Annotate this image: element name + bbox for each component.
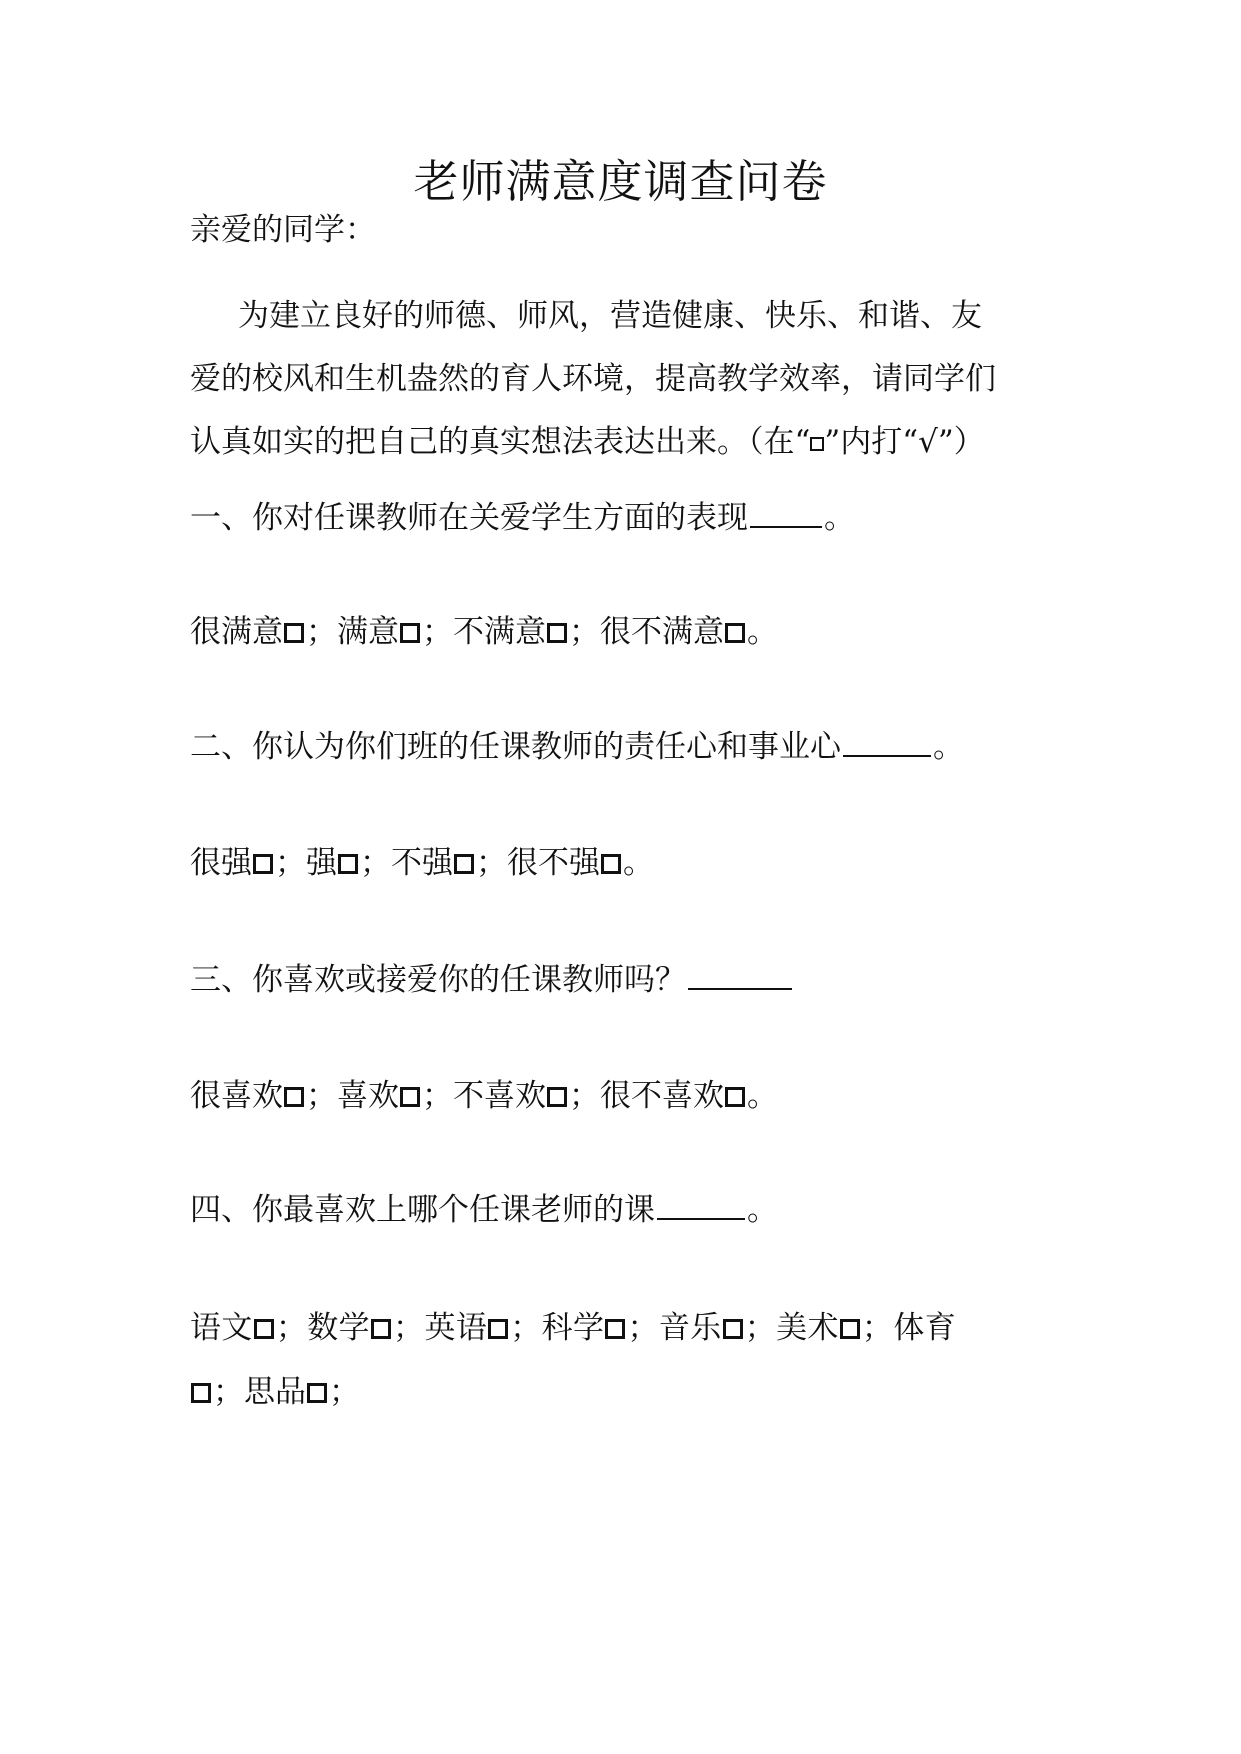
question-4-answer-blank[interactable]: [657, 1188, 745, 1220]
question-4-suffix: 。: [747, 1192, 778, 1228]
option-label: 强: [306, 845, 337, 881]
separator: ；: [627, 1310, 659, 1346]
option-label: 很不强: [507, 845, 600, 881]
option-label: 不强: [391, 845, 453, 881]
option-label: 满意: [337, 614, 399, 650]
separator: ；: [422, 1078, 453, 1114]
option-checkbox[interactable]: [371, 1319, 391, 1339]
question-2-answer-blank[interactable]: [843, 725, 931, 757]
intro-line-2: 爱的校风和生机盎然的育人环境，提高教学效率，请同学们: [190, 361, 996, 397]
intro-line-3: [190, 411, 1060, 474]
intro-line-1: 为建立良好的师德、师风，营造健康、快乐、和谐、友: [238, 298, 982, 334]
option-label: 很不满意: [600, 614, 724, 650]
option-checkbox[interactable]: [400, 623, 420, 643]
question-4-options-row-1: [190, 1303, 1060, 1353]
option-checkbox[interactable]: [254, 1319, 274, 1339]
separator: ；: [569, 614, 600, 650]
option-checkbox[interactable]: [601, 854, 621, 874]
option-checkbox[interactable]: [284, 623, 304, 643]
question-2-text: 二、你认为你们班的任课教师的责任心和事业心: [190, 729, 841, 765]
separator: ；: [306, 1078, 337, 1114]
option-checkbox[interactable]: [605, 1319, 625, 1339]
option-label: 语文: [190, 1310, 253, 1346]
option-label: 思品: [244, 1374, 306, 1410]
separator: ；: [213, 1374, 244, 1410]
option-checkbox[interactable]: [338, 854, 358, 874]
option-label: 英语: [424, 1310, 488, 1346]
option-checkbox[interactable]: [253, 854, 273, 874]
option-label: 很满意: [190, 614, 283, 650]
option-checkbox[interactable]: [307, 1383, 327, 1403]
options-end: 。: [623, 845, 654, 881]
question-4-text: 四、你最喜欢上哪个任课老师的课: [190, 1192, 655, 1228]
option-label: 体育: [893, 1310, 957, 1346]
question-1: [190, 493, 1060, 543]
separator: ；: [422, 614, 453, 650]
separator: ；: [360, 845, 391, 881]
question-2-options: [190, 838, 1060, 888]
question-3: [190, 955, 1060, 1005]
separator: ；: [861, 1310, 894, 1346]
options-end: 。: [747, 614, 778, 650]
greeting: 亲爱的同学：: [190, 212, 376, 248]
separator: ；: [306, 614, 337, 650]
option-checkbox[interactable]: [547, 1087, 567, 1107]
option-label: 很不喜欢: [600, 1078, 724, 1114]
separator: ；: [569, 1078, 600, 1114]
separator: ；: [744, 1310, 777, 1346]
option-checkbox[interactable]: [488, 1319, 508, 1339]
options-end: ；: [329, 1374, 360, 1410]
checkmark-symbol: √: [918, 424, 938, 460]
option-label: 很强: [190, 845, 252, 881]
option-checkbox[interactable]: [725, 623, 745, 643]
option-checkbox[interactable]: [547, 623, 567, 643]
intro-line-3-prefix: 认真如实的把自己的真实想法表达出来。（在“: [190, 424, 811, 460]
question-3-options: [190, 1071, 1060, 1121]
option-label: 数学: [307, 1310, 371, 1346]
separator: ；: [275, 1310, 308, 1346]
separator: ；: [393, 1310, 425, 1346]
option-label: 美术: [776, 1310, 839, 1346]
intro-paragraph: [190, 285, 1060, 474]
separator: ；: [510, 1310, 542, 1346]
option-checkbox[interactable]: [723, 1319, 743, 1339]
option-checkbox[interactable]: [191, 1383, 211, 1403]
option-label: 不喜欢: [453, 1078, 546, 1114]
question-1-suffix: 。: [824, 500, 855, 536]
question-1-options: [190, 607, 1060, 657]
question-1-text: 一、你对任课教师在关爱学生方面的表现: [190, 500, 748, 536]
option-checkbox[interactable]: [454, 854, 474, 874]
question-2: [190, 722, 1060, 772]
option-checkbox[interactable]: [840, 1319, 860, 1339]
question-4: [190, 1185, 1060, 1235]
question-4-options-row-2: [190, 1367, 1060, 1417]
option-label: 不满意: [453, 614, 546, 650]
question-2-suffix: 。: [933, 729, 964, 765]
option-label: 音乐: [658, 1310, 722, 1346]
question-1-answer-blank[interactable]: [750, 496, 822, 528]
option-checkbox[interactable]: [400, 1087, 420, 1107]
separator: ；: [476, 845, 507, 881]
checkbox-symbol-icon: [810, 437, 824, 451]
options-end: 。: [747, 1078, 778, 1114]
intro-line-3-suffix: ”）: [937, 424, 985, 460]
option-label: 喜欢: [337, 1078, 399, 1114]
question-3-text: 三、你喜欢或接爱你的任课教师吗？: [190, 962, 686, 998]
option-checkbox[interactable]: [284, 1087, 304, 1107]
separator: ；: [275, 845, 306, 881]
option-label: 科学: [541, 1310, 605, 1346]
option-label: 很喜欢: [190, 1078, 283, 1114]
option-checkbox[interactable]: [725, 1087, 745, 1107]
intro-line-3-middle: ”内打“: [824, 424, 919, 460]
page-title: 老师满意度调查问卷: [413, 155, 828, 208]
question-3-answer-blank[interactable]: [688, 958, 792, 990]
